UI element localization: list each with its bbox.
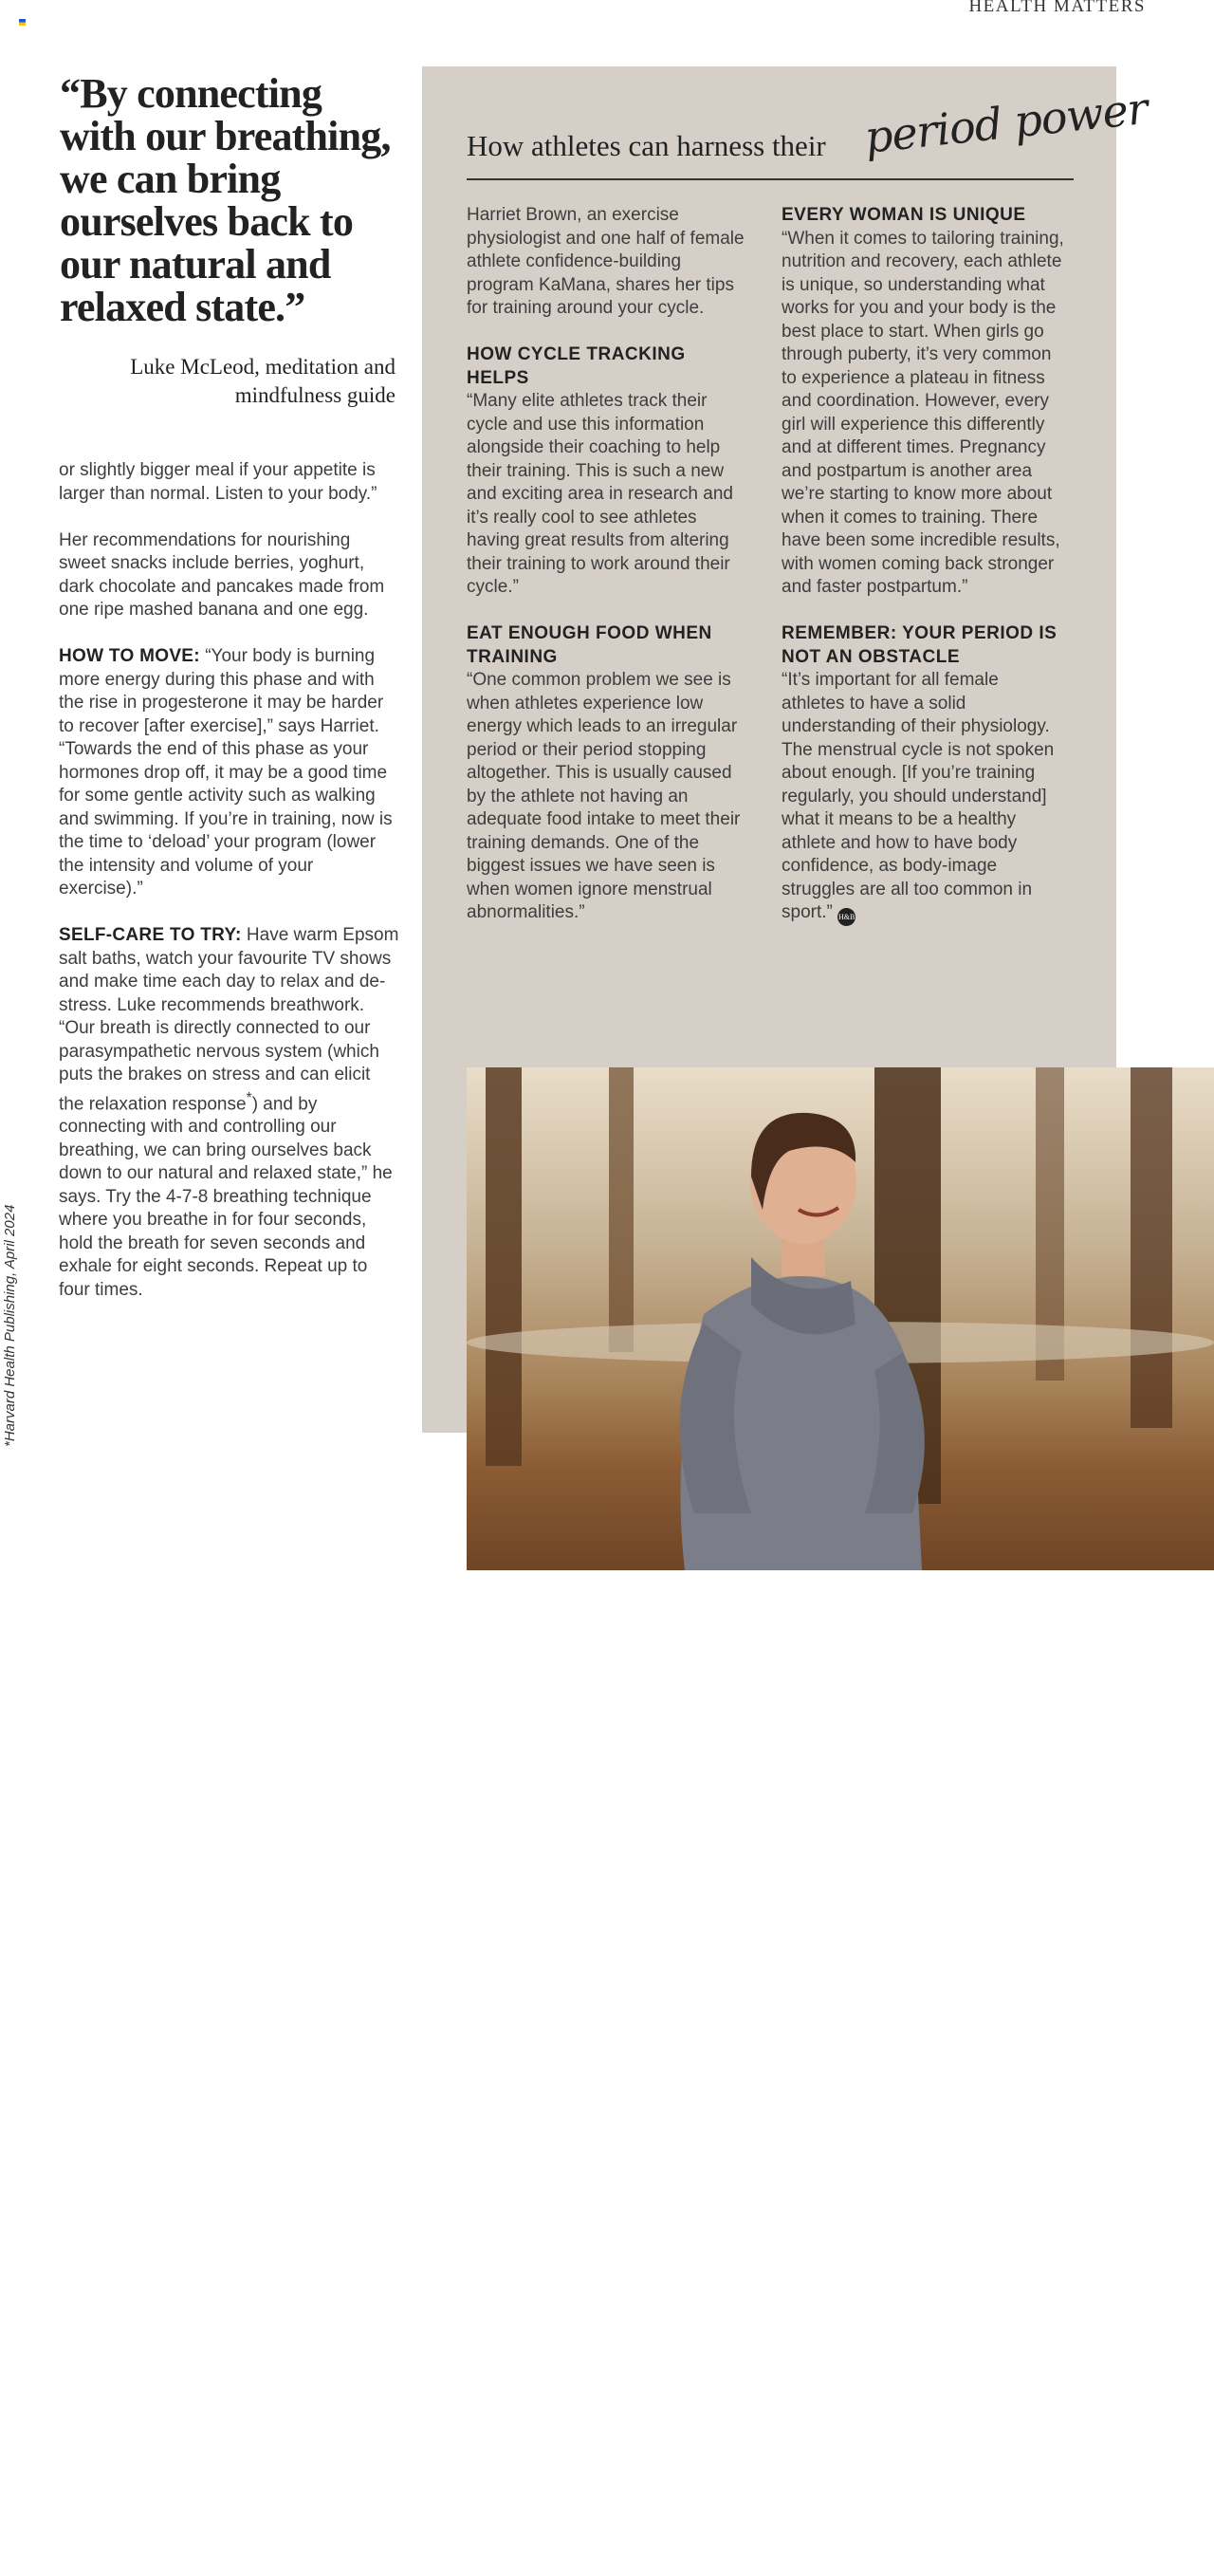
sidebar-heading: EVERY WOMAN IS UNIQUE — [782, 205, 1026, 225]
sidebar-paragraph: “Many elite athletes track their cycle and use this information alongside their coaching to help their training. This is such a new and exciting area in research and it’s really cool to see athletes having great results from altering their training to work around their cycle.” — [467, 391, 733, 597]
inline-heading: HOW TO MOVE: — [59, 646, 200, 666]
sidebar-paragraph: “When it comes to tailoring training, nutrition and recovery, each athlete is unique, so understanding what works for you and your body is the best place to start. When girls go through puberty, it’s very common to experience a plateau in fitness and coordination. However, every girl will experience this differently and at different times. Pregnancy and postpartum is another area we’re starting to know more about when it comes to training. There have been some incredible results, with women coming back stronger and faster postpartum.” — [782, 228, 1064, 597]
sidebar-heading: EAT ENOUGH FOOD WHEN TRAINING — [467, 623, 712, 667]
flag-icon — [19, 19, 26, 26]
footer-brand: Coles — [935, 2555, 985, 2575]
paragraph: Her recommendations for nourishing sweet snacks include berries, yoghurt, dark chocolate and pancakes made from one ripe mashed banana and one egg. — [59, 529, 385, 620]
footer-magazine: Health & Beauty — [988, 2555, 1111, 2575]
sidebar-title-script: period power — [862, 82, 1150, 163]
title-divider — [467, 178, 1074, 180]
paragraph: or slightly bigger meal if your appetite is larger than normal. Listen to your body.” — [59, 460, 377, 504]
footnote-marker: * — [246, 1089, 252, 1106]
footnote-credit: *Harvard Health Publishing, April 2024 — [2, 1204, 18, 1447]
paragraph-text: ) and by connecting with and controlling our breathing, we can bring ourselves back down to our natural and relaxed state,” he says. Try the 4-7-8 breathing technique where you breathe in for four seconds, hold the breath for seven seconds and exhale for eight seconds. Repeat up to four times. — [59, 1093, 393, 1300]
paragraph — [59, 645, 400, 901]
sidebar-column-right — [782, 204, 1066, 950]
inline-heading: SELF-CARE TO TRY: — [59, 925, 242, 945]
paragraph-text: Have warm Epsom salt baths, watch your favourite TV shows and make time each day to relax and de-stress. Luke recommends breathwork. “Our breath is directly connected to our parasympathetic nervous system (which puts the brakes on stress and can elicit the relaxation response — [59, 925, 399, 1114]
sidebar-column-left — [467, 204, 751, 948]
paragraph-text: “Your body is burning more energy during this phase and with the rise in progesterone it may be harder to recover [after exercise],” says Harriet. “Towards the end of this phase as your hormones drop off, it may be a good time for some gentle activity such as walking and swimming. If you’re in training, now is the time to ‘deload’ your program (lower the intensity and volume of your exercise).” — [59, 646, 393, 899]
sidebar-paragraph: “One common problem we see is when athletes experience low energy which leads to an irregular period or their period stopping altogether. This is usually caused by the athlete not having an adequate food intake to meet their training demands. One of the biggest issues we have seen is when women ignore menstrual abnormalities.” — [467, 670, 741, 922]
pull-quote-attribution: Luke McLeod, meditation and mindfulness guide — [130, 355, 395, 407]
page-number: 87 — [1128, 2555, 1146, 2575]
athlete-photo-illustration — [467, 1067, 1214, 1570]
sidebar-title — [467, 82, 1150, 173]
section-header: HEALTH MATTERS — [968, 0, 1146, 16]
left-column-body — [59, 459, 400, 1325]
sidebar-title-serif: How athletes can harness their — [467, 129, 826, 162]
page-footer — [936, 2555, 1147, 2576]
sidebar-paragraph — [782, 669, 1066, 926]
sidebar-heading: REMEMBER: YOUR PERIOD IS NOT AN OBSTACLE — [782, 623, 1058, 667]
sidebar-heading: HOW CYCLE TRACKING HELPS — [467, 344, 686, 388]
sidebar-intro: Harriet Brown, an exercise physiologist and one half of female athlete confidence-building program KaMana, shares her tips for training around your cycle. — [467, 205, 745, 318]
end-mark-icon: H&B — [837, 908, 855, 926]
athlete-photo — [467, 1067, 1214, 2575]
paragraph-text: “It’s important for all female athletes to have a solid understanding of their physiology. The menstrual cycle is not spoken about enough. [If you’re training regularly, you should understand] what it means to be a healthy athlete and how to have body confidence, as body-image struggles are all too common in sport.” — [782, 670, 1055, 922]
pull-quote: “By connecting with our breathing, we can bring ourselves back to our natural and relaxed state.” — [60, 70, 391, 330]
paragraph — [59, 924, 400, 1302]
